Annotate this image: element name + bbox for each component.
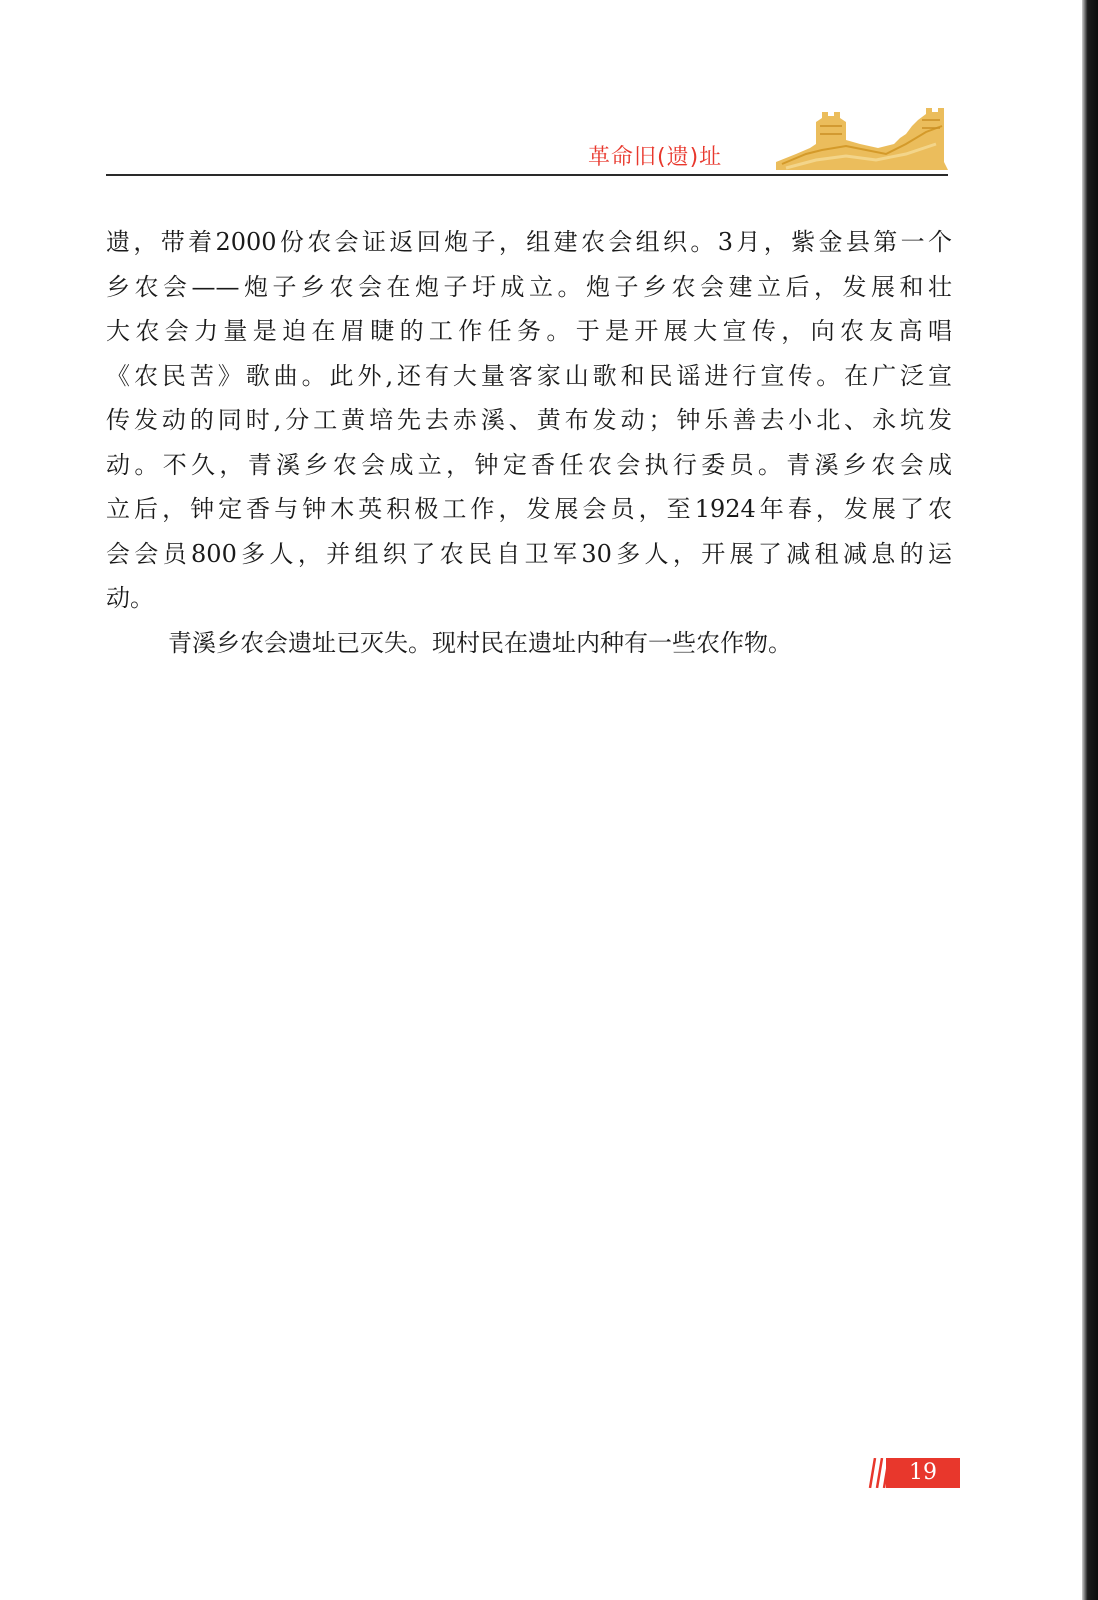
- text-line: 大农会力量是迫在眉睫的工作任务。于是开展大宣传，向农友高唱: [106, 317, 952, 345]
- text-line: 动。不久，青溪乡农会成立，钟定香任农会执行委员。青溪乡农会成: [106, 450, 952, 479]
- great-wall-icon: [776, 104, 948, 170]
- text-line: 遗，带着2000份农会证返回炮子，组建农会组织。3月，紫金县第一个: [106, 228, 952, 256]
- text-line: 会会员800多人，并组织了农民自卫军30多人，开展了减租减息的运: [106, 539, 952, 568]
- body-text: [106, 220, 952, 665]
- text-line: 青溪乡农会遗址已灭失。现村民在遗址内种有一些农作物。: [168, 628, 792, 657]
- header-divider: [106, 174, 948, 176]
- text-line: 《农民苦》歌曲。此外,还有大量客家山歌和民谣进行宣传。在广泛宣: [106, 361, 952, 390]
- paragraph-1: [106, 220, 952, 621]
- page-number: 19: [886, 1458, 960, 1488]
- text-line: 动。: [106, 584, 154, 612]
- running-header-title: 革命旧(遗)址: [588, 145, 723, 170]
- scan-edge-shadow: [1082, 0, 1098, 1600]
- text-line: 乡农会——炮子乡农会在炮子圩成立。炮子乡农会建立后，发展和壮: [106, 272, 952, 301]
- paragraph-2: [106, 621, 952, 666]
- text-line: 立后，钟定香与钟木英积极工作，发展会员，至1924年春，发展了农: [106, 495, 952, 523]
- text-line: 传发动的同时,分工黄培先去赤溪、黄布发动；钟乐善去小北、永坑发: [106, 406, 952, 434]
